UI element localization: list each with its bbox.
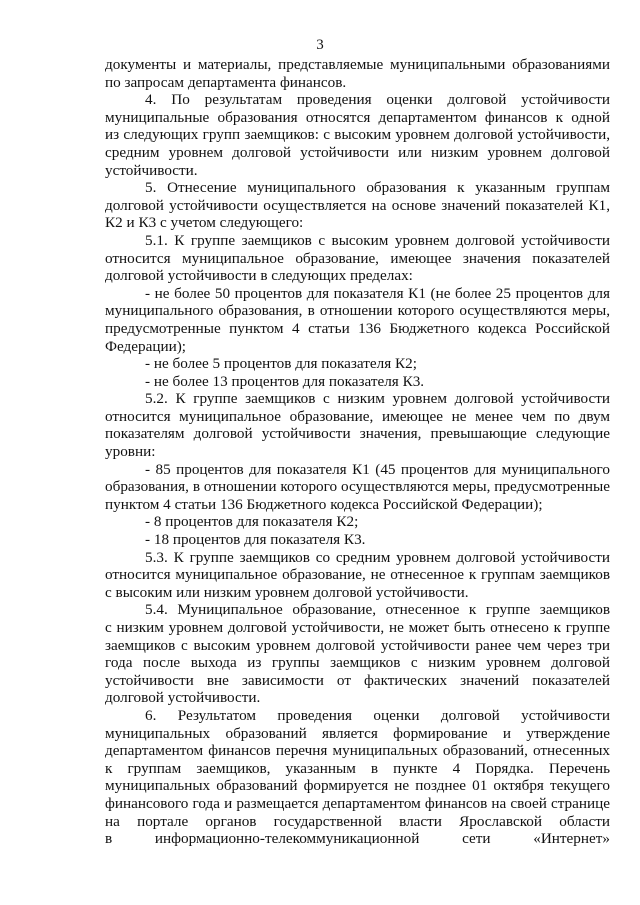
- text-line: - 18 процентов для показателя К3.: [145, 531, 366, 549]
- text-line: в информационно-телекоммуникационной сети «Интернет»: [105, 830, 610, 848]
- text-line: департаментом финансов перечня муниципальных образований, отнесенных: [105, 742, 610, 760]
- text-line: к группам заемщиков, указанным в пункте 4 Порядка. Перечень: [105, 759, 610, 777]
- text-line: 5.4. Муниципальное образование, отнесенное к группе заемщиков: [145, 601, 610, 619]
- text-line: устойчивости вне зависимости от фактических значений показателей: [105, 671, 610, 689]
- text-line: долговой устойчивости осуществляется на основе значений показателей К1,: [105, 196, 610, 214]
- text-line: 5.2. К группе заемщиков с низким уровнем долговой устойчивости: [145, 390, 610, 408]
- text-line: 5.1. К группе заемщиков с высоким уровнем долговой устойчивости: [145, 231, 610, 249]
- text-line: устойчивости.: [105, 161, 198, 179]
- text-line: документы и материалы, представляемые муниципальными образованиями: [105, 56, 610, 73]
- text-line: образования, в отношении которого осуществляются меры, предусмотренные: [105, 478, 610, 496]
- text-line: - не более 13 процентов для показателя К3.: [145, 372, 425, 390]
- text-line: заемщиков с высоким уровнем долговой устойчивости ранее чем через три: [105, 636, 610, 654]
- text-line: с низким уровнем долговой устойчивости, не может быть отнесено к группе: [105, 619, 610, 636]
- text-line: К2 и К3 с учетом следующего:: [105, 214, 304, 232]
- text-line: относится муниципальное образование, имеющее не менее чем по двум: [105, 407, 610, 425]
- text-line: муниципального образования, в отношении которого осуществляются меры,: [105, 302, 610, 320]
- text-line: пунктом 4 статьи 136 Бюджетного кодекса Российской Федерации);: [105, 495, 543, 513]
- text-line: муниципальных образований является формирование и утверждение: [105, 724, 610, 742]
- text-line: на портале органов государственной власти Ярославской области: [105, 812, 610, 830]
- page-number: 3: [316, 37, 324, 53]
- text-line: долговой устойчивости в следующих пределах:: [105, 267, 413, 285]
- text-line: - 8 процентов для показателя К2;: [145, 513, 359, 531]
- text-line: средним уровнем долговой устойчивости или низким уровнем долговой: [105, 143, 610, 161]
- text-line: 5.3. К группе заемщиков со средним уровнем долговой устойчивости: [145, 548, 610, 566]
- text-line: - не более 50 процентов для показателя К1 (не более 25 процентов для: [145, 284, 610, 302]
- text-line: муниципальных образований формируется не позднее 01 октября текущего: [105, 777, 610, 795]
- text-line: - не более 5 процентов для показателя К2;: [145, 355, 417, 373]
- text-line: года после выхода из группы заемщиков с низким уровнем долговой: [105, 654, 610, 672]
- text-line: 5. Отнесение муниципального образования к указанным группам: [145, 179, 610, 197]
- text-line: - 85 процентов для показателя К1 (45 процентов для муниципального: [145, 460, 610, 478]
- text-line: муниципальные образования относятся департаментом финансов к одной: [105, 108, 610, 126]
- text-line: финансового года и размещается департаментом финансов на своей странице: [105, 794, 610, 812]
- text-line: с высоким или низким уровнем долговой устойчивости.: [105, 583, 469, 601]
- text-line: Федерации);: [105, 337, 187, 355]
- text-line: относится муниципальное образование, не отнесенное к группам заемщиков: [105, 566, 610, 584]
- text-line: по запросам департамента финансов.: [105, 73, 347, 91]
- text-line: уровни:: [105, 443, 156, 461]
- text-line: 4. По результатам проведения оценки долговой устойчивости: [145, 91, 610, 109]
- text-line: из следующих групп заемщиков: с высоким уровнем долговой устойчивости,: [105, 126, 610, 144]
- text-line: предусмотренные пунктом 4 статьи 136 Бюджетного кодекса Российской: [105, 319, 610, 337]
- text-line: 6. Результатом проведения оценки долговой устойчивости: [145, 706, 610, 724]
- text-line: относится муниципальное образование, имеющее значения показателей: [105, 249, 610, 267]
- text-line: показателям долговой устойчивости значения, превышающие следующие: [105, 425, 610, 443]
- text-line: долговой устойчивости.: [105, 689, 261, 707]
- document-body: [105, 56, 610, 848]
